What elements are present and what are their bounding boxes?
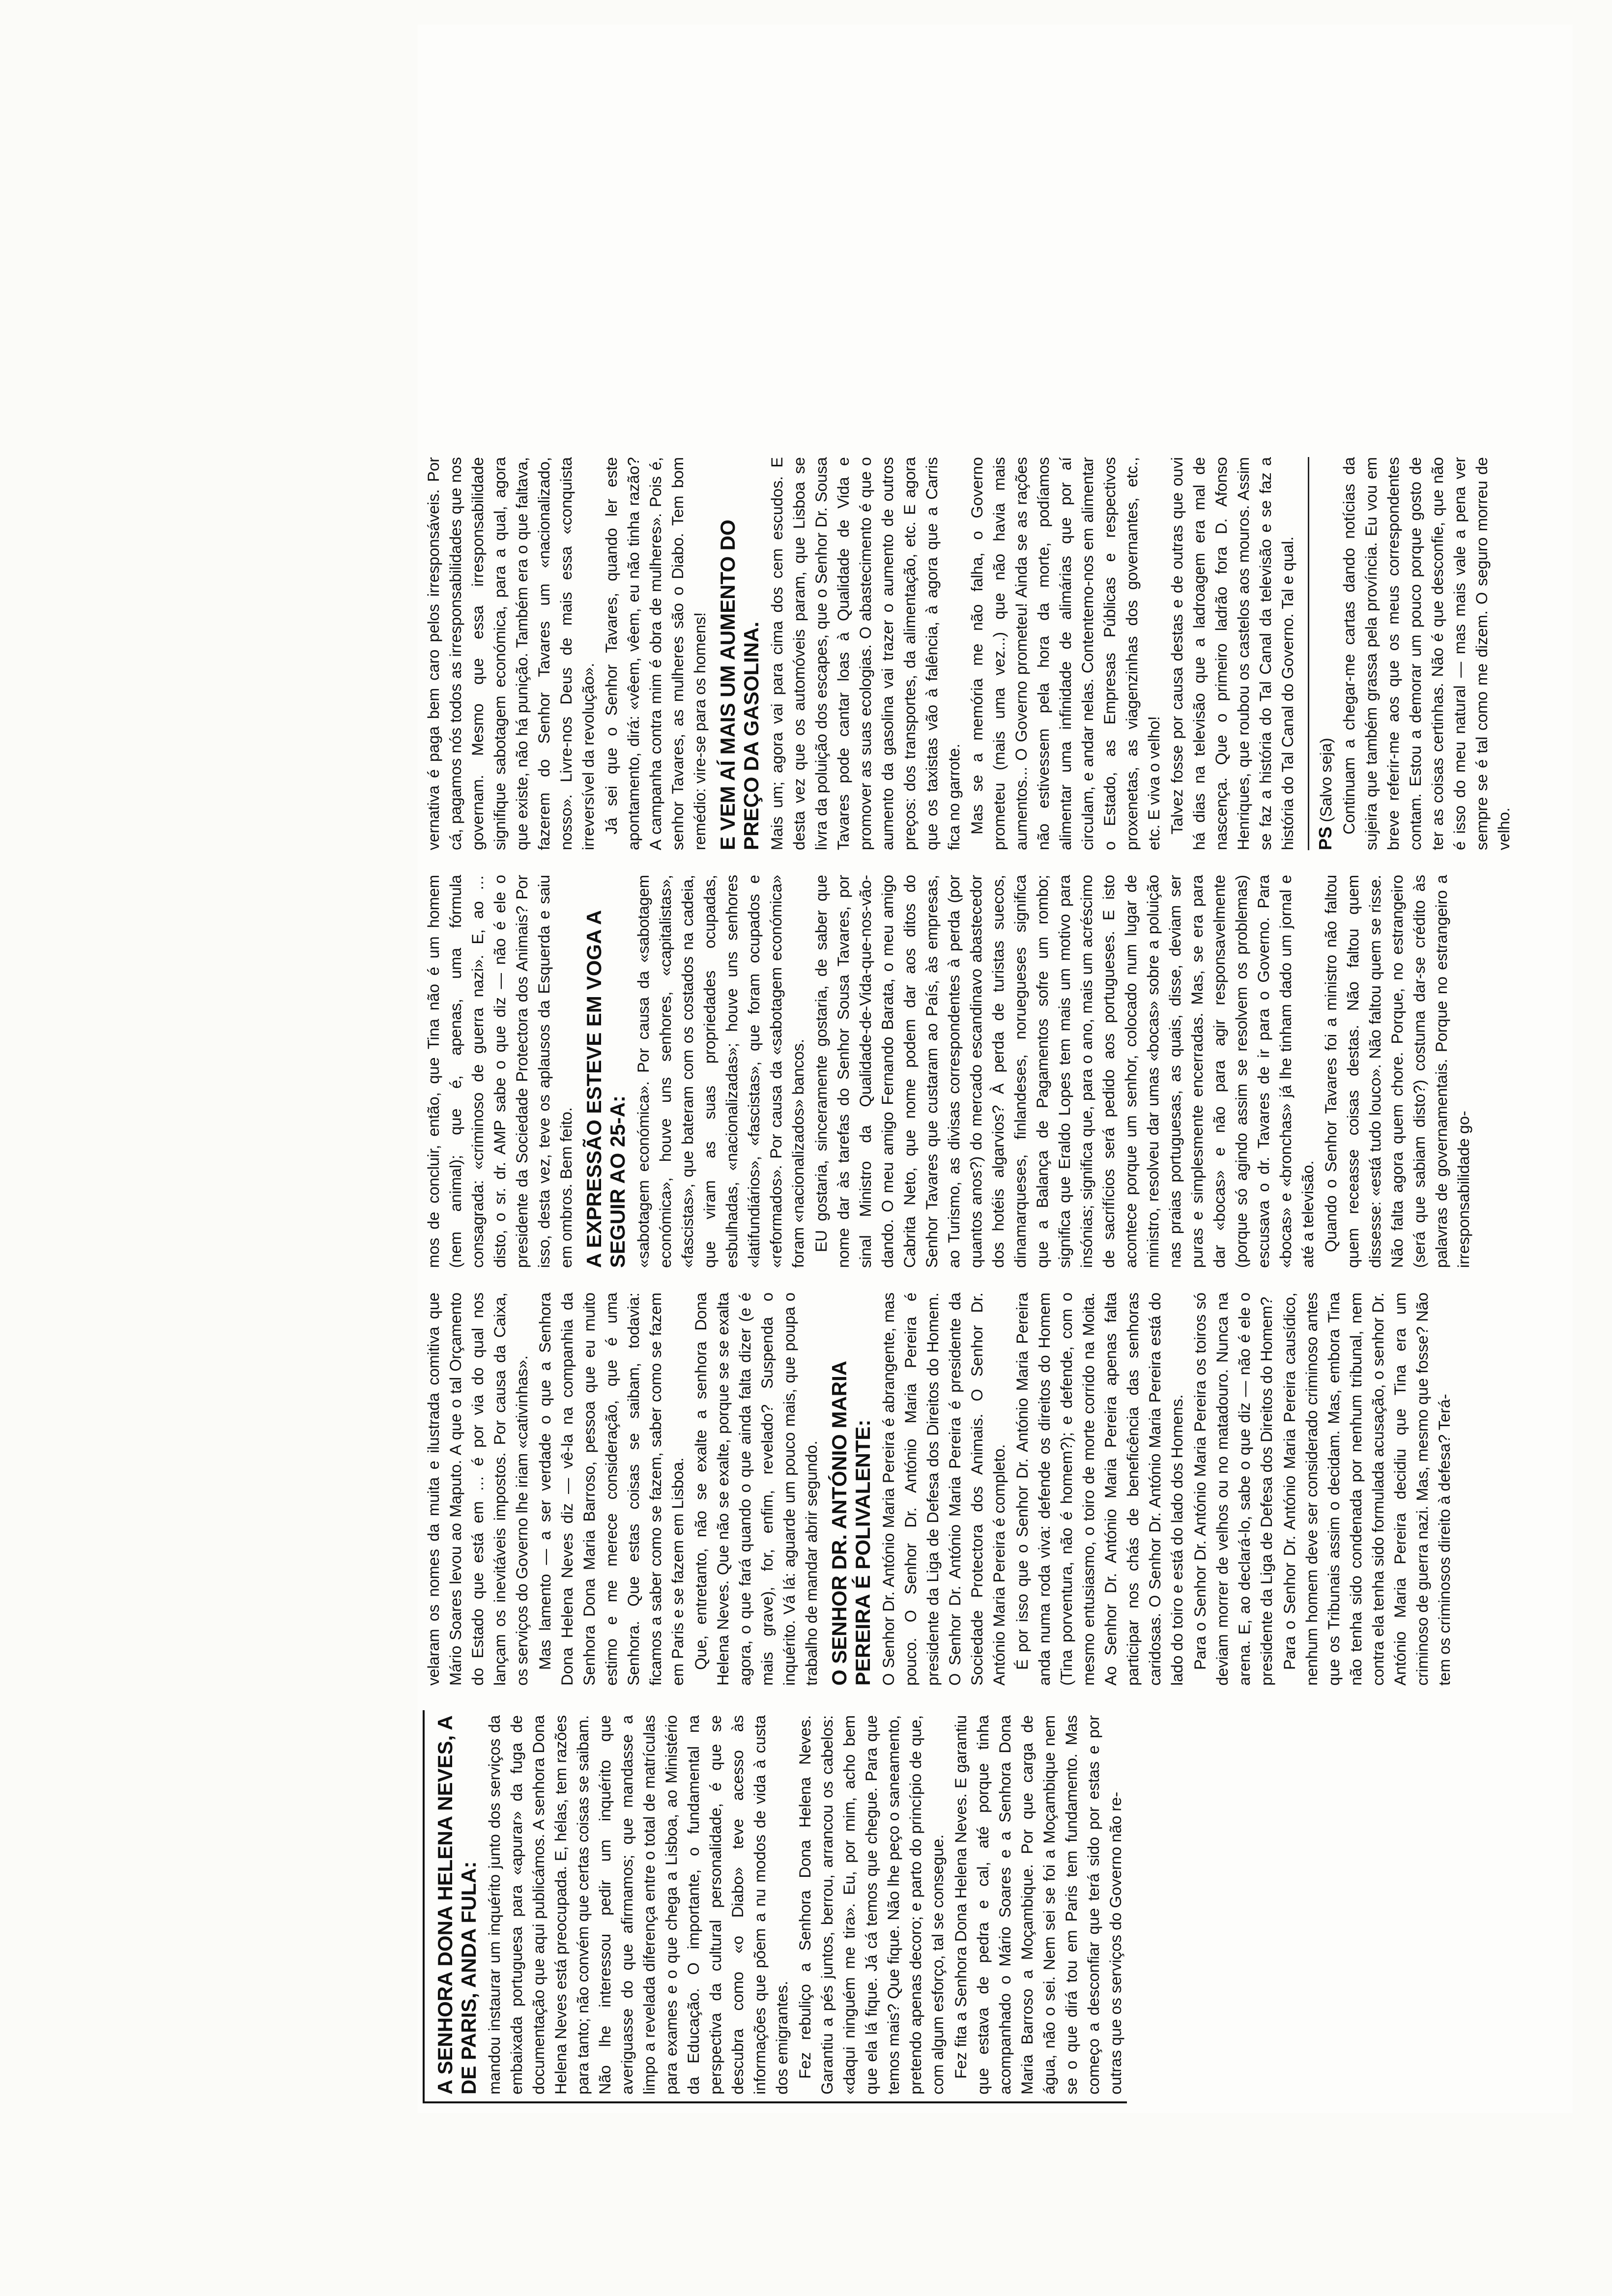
paragraph: Já sei que o Senhor Tavares, quando ler este apontamento, dirá: «vêem, vêem, eu não tinha razão? A campanha contra mim é obra de mulheres». Pois é, senhor Tavares, as mulheres são o Diabo. Tem bom remédio: vire-se para os homens! [603,457,709,850]
paragraph: Que, entretanto, não se exalte a senhora Dona Helena Neves. Que não se exalte, porque se se exalta agora, o que fará quando o que ainda falta dizer (e é mais grave), for, enfim, revelado? Suspenda o inquérito. Vá lá: aguarde um pouco mais, que poupa o trabalho de mandar abrir segundo. [692,1292,820,1686]
paragraph: Fez fita a Senhora Dona Helena Neves. E garantiu que estava de pedra e cal, até porque tinha acompanhado o Mário Soares e a Senhora Dona Maria Barroso a Moçambique. Por que carga de água, não o sei. Nem sei se foi a Moçambique nem se o que dirá tou em Paris tem fundamento. Mas começo a desconfiar que terá sido por estas e por outras que os serviços do Governo não re- [952,1715,1124,2095]
article-title-sabotagem: A EXPRESSÃO ESTEVE EM VOGA A SEGUIR AO 25-A: [582,911,629,1268]
paragraph: EU gostaria, sinceramente gostaria, de saber que nome dar às tarefas do Senhor Sousa Tavares, por sinal Ministro da Qualidade-de-Vida-que-nos-vão-dando. O meu amigo Fernando Barata, o meu amigo Cabrita Neto, que nome podem dar aos ditos do Senhor Tavares que custaram ao País, às empresas, ao Turismo, as divisas correspondentes à perda (por quantos anos?) do mercado escandinavo abastecedor dos hotéis algarvios? À perda de turistas suecos, dinamarqueses, finlandeses, noruegueses significa que a Balança de Pagamentos sofre um rombo; significa que Eraldo Lopes tem mais um motivo para insónias; significa que, para o ano, mais um acréscimo de sacrifícios será pedido aos portugueses. E isto acontece porque um senhor, colocado num lugar de ministro, resolveu dar umas «bocas» sobre a poluição nas praias portuguesas, as quais, disse, deviam ser puras e simplesmente encerradas. Mas, se era para dar «bocas» e não para agir responsavelmente (porque só agindo assim se resolvem os problemas) escusava o dr. Tavares de ir para o Governo. Para «bocas» e «bronchas» já lhe tinham dado um jornal e até a televisão. [812,875,1317,1268]
paragraph: Mas lamento — a ser verdade o que a Senhora Dona Helena Neves diz — vê-la na companhia da Senhora Dona Maria Barroso, pessoa que eu muito estimo e me merece consideração, que é uma Senhora. Que estas coisas se saibam, todavia: ficamos a saber como se fazem, saber como se fazem em Paris e se fazem em Lisboa. [536,1292,687,1686]
ps-label: PS [1315,826,1335,850]
paragraph: «sabotagem económica». Por causa da «sabotagem económica», houve uns senhores, «capitalistas», «fascistas», que bateram com os costados na cadeia, que viram as suas propriedades ocupadas, esbulhadas, «nacionalizadas»; houve uns senhores «latifundiários», «fascistas», que foram ocupados e «reformados». Por causa da «sabotagem económica» foram «nacionalizados» bancos. [634,875,807,1268]
article-title-gasolina: E VEM AÍ MAIS UM AUMENTO DO PREÇO DA GASOLINA. [716,519,763,850]
paragraph: vernativa é paga bem caro pelos irresponsáveis. Por cá, pagamos nós todos as irresponsabilidades que nos governam. Mesmo que essa irresponsabilidade signifique sabotagem económica, para a qual, agora que existe, não há punição. Também era o que faltava, fazerem do Senhor Tavares um «nacionalizado, nosso». Livre-nos Deus de mais essa «conquista irreversível da revolução». [425,457,597,850]
paragraph: Para o Senhor Dr. António Maria Pereira os toiros só deviam morrer de velhos ou no matadouro. Nunca na arena. E, ao declará-lo, sabe o que diz — não é ele o presidente da Liga de Defesa dos Direitos do Homem? [1191,1292,1275,1686]
paragraph: É por isso que o Senhor Dr. António Maria Pereira anda numa roda viva: defende os direitos do Homem (Tina porventura, não é homem?); e defende, com o mesmo entusiasmo, o toiro de morte corrido na Moita. Ao Senhor Dr. António Maria Pereira apenas falta participar nos chás de beneficência das senhoras caridosas. O Senhor Dr. António Maria Pereira está do lado do toiro e está do lado dos Homens. [1013,1292,1186,1686]
paragraph: Talvez fosse por causa destas e de outras que ouvi há dias na televisão que a ladroagem era mal de nascença. Que o primeiro ladrão fora D. Afonso Henriques, que roubou os castelos aos mouros. Assim se faz a história do Tal Canal da televisão e se faz a história do Tal Canal do Governo. Tal e qual. [1168,457,1296,850]
column-2 [423,1292,1568,1686]
article-box-helena-neves [423,1710,1127,2103]
column-3 [423,875,1568,1268]
column-1 [423,1710,1568,2103]
paragraph: Fez rebuliço a Senhora Dona Helena Neves. Garantiu a pés juntos, berrou, arrancou os cabelos: «daqui ninguém me tira». Eu, por mim, acho bem que ela lá fique. Já cá temos que chegue. Para que temos mais? Que fique. Não lhe peço o saneamento, pretendo apenas decoro; e parto do princípio de que, com algum esforço, tal se consegue. [796,1715,947,2095]
article-title-antonio-maria-pereira: O SENHOR DR. ANTÓNIO MARIA PEREIRA É POLIVALENTE: [828,1361,874,1686]
article-title-helena-neves: A SENHORA DONA HELENA NEVES, A DE PARIS, ANDA FULA: [433,1716,480,2095]
ps-subtitle: (Salvo seja) [1317,738,1335,822]
paragraph: Quando o Senhor Tavares foi a ministro não faltou quem receasse coisas destas. Não faltou quem dissesse: «está tudo louco». Não faltou quem se risse. Não falta agora quem chore. Porque, no estrangeiro (será que sabiam disto?) costuma dar-se crédito às palavras de governamentais. Porque no estrangeiro a irresponsabilidade go- [1322,875,1472,1268]
paragraph: O Senhor Dr. António Maria Pereira é abrangente, mas pouco. O Senhor Dr. António Maria Pereira é presidente da Liga de Defesa dos Direitos do Homem. O Senhor Dr. António Maria Pereira é presidente da Sociedade Protectora dos Animais. O Senhor Dr. António Maria Pereira é completo. [880,1292,1008,1686]
paragraph: mandou instaurar um inquérito junto dos serviços da embaixada portuguesa para «apurar» da fuga de documentação que aqui publicámos. A senhora Dona Helena Neves está preocupada. E, hélas, tem razões para tanto; não convém que certas coisas se saibam. Não lhe interessou pedir um inquérito que averiguasse do que afirmamos; que mandasse a limpo a revelada diferença entre o total de matrículas para exames e o que chega a Lisboa, ao Ministério da Educação. O importante, o fundamental na perspectiva da cultural personalidade, é que se descubra como «o Diabo» teve acesso às informações que põem a nu modos de vida à custa dos emigrantes. [486,1715,791,2095]
newspaper-clipping [418,25,1573,2113]
paragraph: Para o Senhor Dr. António Maria Pereira causídico, nenhum homem deve ser considerado criminoso antes que os Tribunais assim o decidam. Mas, embora Tina não tenha sido condenada por nenhum tribunal, nem contra ela tenha sido formulada acusação, o senhor Dr. António Maria Pereira decidiu que Tina era um criminoso de guerra nazi. Mas, mesmo que fosse? Não tem os criminosos direito à defesa? Terá- [1281,1292,1453,1686]
paragraph: Mas se a memória me não falha, o Governo prometeu (mais uma vez...) que não havia mais aumentos... O Governo prometeu! Ainda se as rações não estivessem pela hora da morte, podíamos alimentar uma infinidade de alimárias que por aí circulam, e andar nelas. Contentemo-nos em alimentar o Estado, as Empresas Públicas e respectivos proxenetas, as viagenzinhas dos governantes, etc., etc. E viva o velho! [968,457,1163,850]
paragraph: mos de concluir, então, que Tina não é um homem (nem animal); que é, apenas, uma fórmula consagrada: «criminoso de guerra nazi». E, ao … disto, o sr. dr. AMP sabe o que diz — não é ele o presidente da Sociedade Protectora dos Animais? Por isso, desta vez, teve os aplausos da Esquerda e saiu em ombros. Bem feito. [425,875,575,1268]
paragraph: Mais um; agora vai para cima dos cem escudos. E desta vez que os automóveis param, que Lisboa se livra da poluição dos escapes, que o Senhor Dr. Sousa Tavares pode cantar loas à Qualidade de Vida e promover as suas ecologias. O abastecimento é que o aumento da gasolina vai trazer o aumento de outros preços: dos transportes, da alimentação, etc. E agora que os taxistas vão à falência, à agora que a Carris fica no garrote. [768,457,963,850]
paragraph: velaram os nomes da muita e ilustrada comitiva que Mário Soares levou ao Maputo. A que o tal Orçamento do Estado que está em … é por via do qual nos lançam os inevitáveis impostos. Por causa da Caixa, os serviços do Governo lhe iriam «cativinhas». [425,1292,531,1686]
paragraph: Continuam a chegar-me cartas dando notícias da sujeira que também grassa pela província. Eu vou em breve referir-me aos que os meus correspondentes contam. Estou a demorar um pouco porque gosto de ter as coisas certinhas. Não é que desconfie, que não é isso do meu natural — mas mais vale a pena ver sempre se é tal como me dizem. O seguro morreu de velho. [1340,457,1513,850]
column-4 [423,457,1568,850]
ps-section [1308,457,1515,850]
